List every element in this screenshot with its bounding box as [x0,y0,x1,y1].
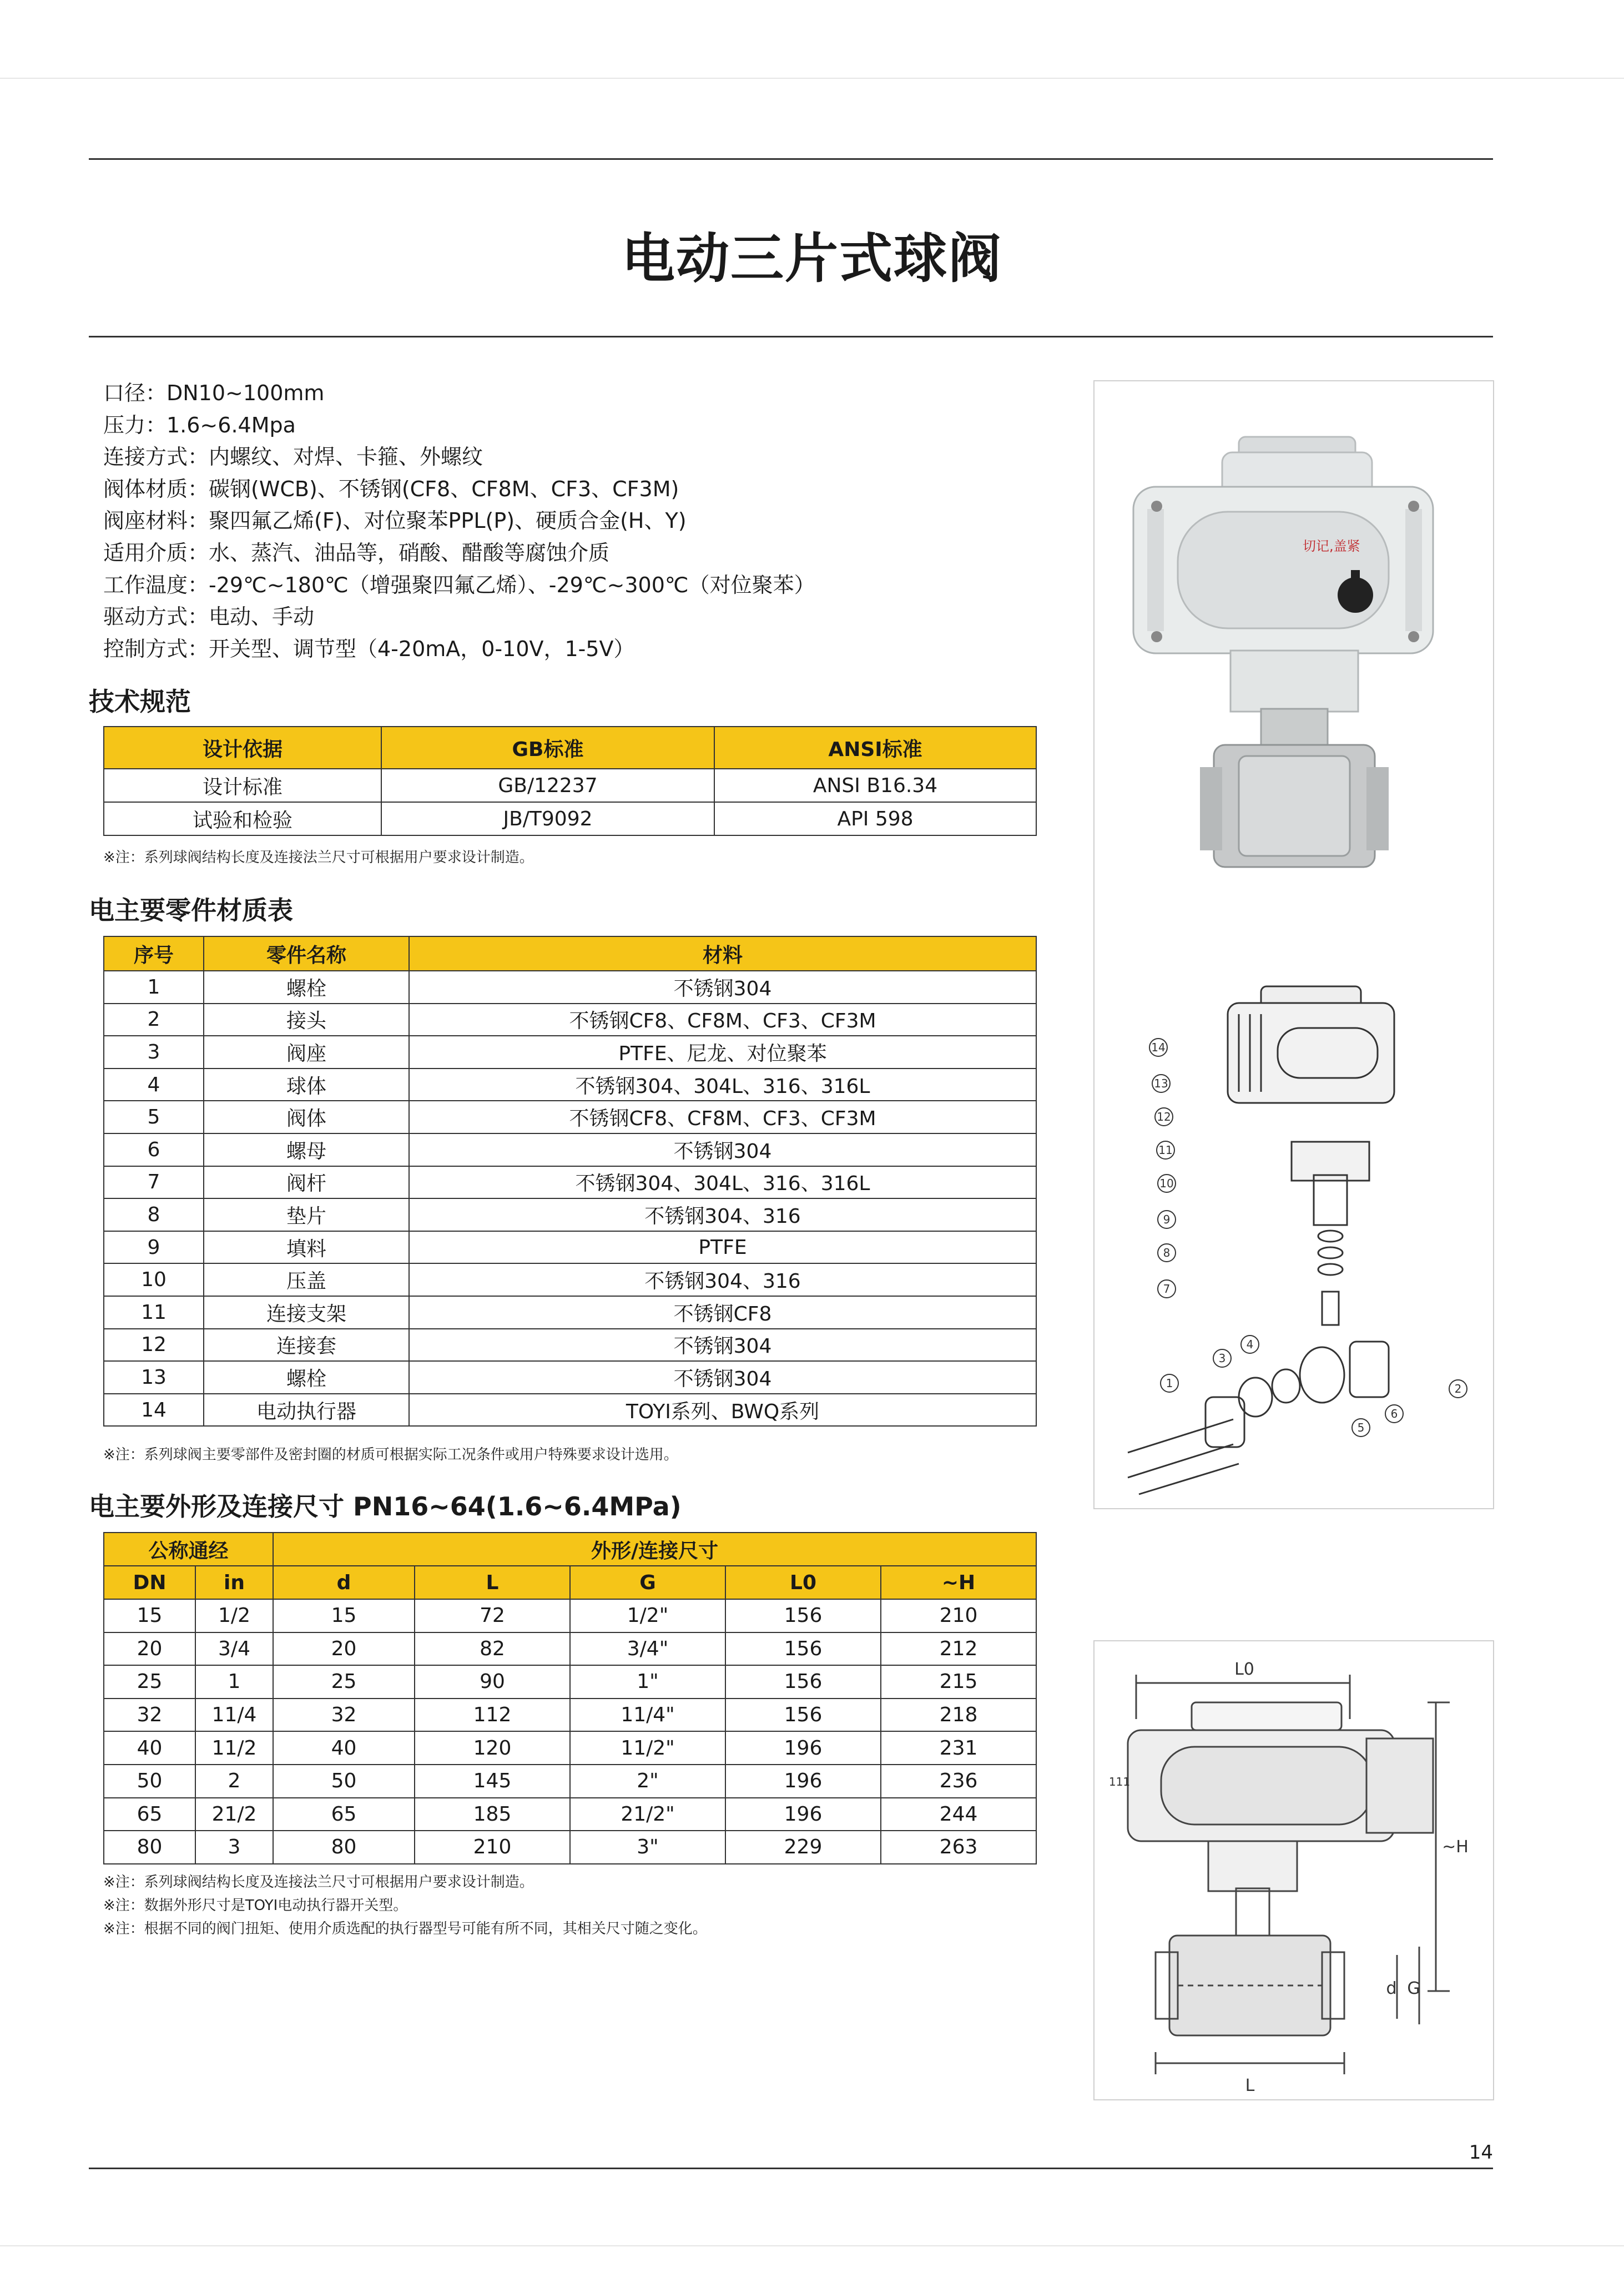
table-cell: 90 [415,1665,570,1699]
table-row [104,1069,1036,1101]
table-cell: 21/2 [195,1798,273,1831]
table-cell: 3 [195,1831,273,1864]
spec-item: 阀体材质：碳钢(WCB)、不锈钢(CF8、CF8M、CF3、CF3M) [103,476,679,501]
table-cell: 1 [104,971,204,1004]
table-cell: 215 [881,1665,1036,1699]
exploded-label: 6 [1390,1407,1398,1420]
top-rule [89,158,1493,160]
table-row [104,1263,1036,1296]
table-cell: 50 [104,1765,195,1798]
table-cell: 不锈钢304 [409,1361,1036,1394]
title-rule [89,336,1493,337]
table-row [104,1166,1036,1199]
table-cell: 3" [570,1831,725,1864]
dimensions-note: ※注：根据不同的阀门扭矩、使用介质选配的执行器型号可能有所不同，其相关尺寸随之变化。 [103,1921,707,1937]
table-cell: 螺母 [204,1133,409,1166]
materials-heading: 电主要零件材质表 [89,895,293,925]
dimensions-header: ~H [881,1566,1036,1599]
table-cell: 82 [415,1632,570,1666]
table-row [104,1632,1036,1666]
table-cell: 1 [195,1665,273,1699]
table-cell: 11/4" [570,1699,725,1732]
table-cell: 15 [273,1599,415,1632]
warning-label: 切记,盖紧 [1303,538,1360,554]
table-cell: 40 [273,1731,415,1765]
table-cell: 80 [273,1831,415,1864]
table-row [104,1231,1036,1264]
l0-label: L0 [1234,1660,1254,1679]
table-cell: 13 [104,1361,204,1394]
dimensions-header: L0 [725,1566,881,1599]
spec-item: 适用介质：水、蒸汽、油品等，硝酸、醋酸等腐蚀介质 [103,540,610,565]
exploded-label: 13 [1154,1077,1168,1090]
table-cell: 不锈钢304 [409,1133,1036,1166]
exploded-label: 4 [1246,1338,1254,1351]
dimension-drawing [1095,1641,1493,2099]
table-cell: 10 [104,1263,204,1296]
table-cell: 试验和检验 [104,802,381,835]
table-row [104,1665,1036,1699]
materials-note: ※注：系列球阀主要零部件及密封圈的材质可根据实际工况条件或用户特殊要求设计选用。 [103,1447,678,1463]
dimensions-group-header: 公称通经 [104,1533,273,1566]
table-row [104,1004,1036,1036]
dimensions-note: ※注：数据外形尺寸是TOYI电动执行器开关型。 [103,1897,408,1914]
table-cell: 20 [104,1632,195,1666]
footer-rule [89,2168,1493,2169]
table-row [104,1394,1036,1427]
table-cell: 72 [415,1599,570,1632]
h-label: ~H [1442,1837,1469,1857]
table-cell: 阀座 [204,1036,409,1069]
dimensions-header: in [195,1566,273,1599]
table-cell: 156 [725,1665,881,1699]
exploded-label: 14 [1151,1041,1166,1054]
table-cell: 185 [415,1798,570,1831]
table-cell: 244 [881,1798,1036,1831]
table-row [104,769,1036,802]
table-cell: 210 [881,1599,1036,1632]
standards-header: GB标准 [381,727,714,769]
table-cell: 212 [881,1632,1036,1666]
table-cell: 设计标准 [104,769,381,802]
table-cell: 12 [104,1329,204,1362]
exploded-label: 5 [1357,1421,1365,1434]
table-cell: 连接支架 [204,1296,409,1329]
standards-header: 设计依据 [104,727,381,769]
table-row [104,802,1036,835]
product-photo [1095,381,1493,1508]
table-cell: 1/2" [570,1599,725,1632]
table-row [104,1831,1036,1864]
table-cell: 25 [104,1665,195,1699]
table-cell: 3/4" [570,1632,725,1666]
dimensions-heading: 电主要外形及连接尺寸 PN16~64(1.6~6.4MPa) [89,1491,682,1521]
table-cell: 8 [104,1198,204,1231]
exploded-label: 11 [1158,1143,1173,1157]
table-cell: 14 [104,1394,204,1427]
table-cell: JB/T9092 [381,802,714,835]
table-cell: 196 [725,1765,881,1798]
table-cell: 40 [104,1731,195,1765]
table-row [104,1329,1036,1362]
spec-item: 口径：DN10~100mm [103,381,325,405]
table-cell: 不锈钢304、316 [409,1263,1036,1296]
materials-header: 材料 [409,936,1036,971]
table-cell: 球体 [204,1069,409,1101]
table-cell: 156 [725,1599,881,1632]
table-row [104,1731,1036,1765]
table-cell: 263 [881,1831,1036,1864]
table-cell: 145 [415,1765,570,1798]
table-cell: 不锈钢304、304L、316、316L [409,1166,1036,1199]
dim-label: 111 [1108,1775,1131,1788]
table-cell: 不锈钢304、304L、316、316L [409,1069,1036,1101]
materials-header: 零件名称 [204,936,409,971]
exploded-label: 2 [1454,1382,1462,1395]
table-cell: 3/4 [195,1632,273,1666]
table-row [104,1101,1036,1133]
table-row [104,1361,1036,1394]
table-row [104,1296,1036,1329]
exploded-label: 3 [1218,1352,1226,1365]
table-cell: API 598 [714,802,1036,835]
table-cell: 196 [725,1731,881,1765]
table-cell: 229 [725,1831,881,1864]
materials-header: 序号 [104,936,204,971]
table-cell: 1" [570,1665,725,1699]
table-cell: 4 [104,1069,204,1101]
spec-item: 工作温度：-29℃~180℃（增强聚四氟乙烯）、-29℃~300℃（对位聚苯） [103,572,815,597]
exploded-label: 10 [1159,1177,1174,1190]
table-cell: 螺栓 [204,1361,409,1394]
table-row [104,1765,1036,1798]
dimensions-header: G [570,1566,725,1599]
table-cell: 11/4 [195,1699,273,1732]
table-cell: 电动执行器 [204,1394,409,1427]
spec-item: 连接方式：内螺纹、对焊、卡箍、外螺纹 [103,445,483,470]
table-cell: ANSI B16.34 [714,769,1036,802]
table-row [104,1133,1036,1166]
table-cell: 32 [273,1699,415,1732]
table-cell: 112 [415,1699,570,1732]
spec-item: 阀座材料：聚四氟乙烯(F)、对位聚苯PPL(P)、硬质合金(H、Y) [103,508,687,533]
table-row [104,971,1036,1004]
exploded-view-drawing [1128,986,1394,1494]
table-cell: 螺栓 [204,971,409,1004]
exploded-label: 12 [1157,1110,1171,1123]
table-cell: 11/2" [570,1731,725,1765]
spec-item: 控制方式：开关型、调节型（4-20mA，0-10V，1-5V） [103,636,635,661]
table-cell: 32 [104,1699,195,1732]
page-top-edge [0,78,1624,79]
table-cell: 231 [881,1731,1036,1765]
table-cell: 15 [104,1599,195,1632]
table-cell: 21/2" [570,1798,725,1831]
standards-heading: 技术规范 [89,687,191,717]
standards-header: ANSI标准 [714,727,1036,769]
spec-item: 压力：1.6~6.4Mpa [103,412,296,437]
table-cell: 不锈钢304 [409,1329,1036,1362]
table-row [104,1198,1036,1231]
table-cell: 210 [415,1831,570,1864]
page-number: 14 [1469,2141,1493,2164]
dimensions-group-header: 外形/连接尺寸 [273,1533,1036,1566]
table-cell: 5 [104,1101,204,1133]
table-cell: 80 [104,1831,195,1864]
table-cell: 接头 [204,1004,409,1036]
table-cell: 不锈钢CF8、CF8M、CF3、CF3M [409,1101,1036,1133]
table-cell: 2 [195,1765,273,1798]
table-cell: 236 [881,1765,1036,1798]
page-bottom-edge [0,2245,1624,2246]
table-cell: 218 [881,1699,1036,1732]
table-cell: 压盖 [204,1263,409,1296]
dimensions-header: L [415,1566,570,1599]
table-row [104,1798,1036,1831]
table-cell: TOYI系列、BWQ系列 [409,1394,1036,1427]
table-cell: 7 [104,1166,204,1199]
table-cell: 20 [273,1632,415,1666]
table-cell: 65 [273,1798,415,1831]
table-cell: PTFE、尼龙、对位聚苯 [409,1036,1036,1069]
page-title: 电动三片式球阀 [622,228,1002,290]
d-label: d [1386,1979,1397,1998]
table-cell: 不锈钢CF8 [409,1296,1036,1329]
dimensions-header: d [273,1566,415,1599]
table-cell: 25 [273,1665,415,1699]
table-cell: 196 [725,1798,881,1831]
table-cell: 不锈钢304 [409,971,1036,1004]
table-cell: 50 [273,1765,415,1798]
table-cell: 156 [725,1632,881,1666]
materials-table [103,936,1037,1427]
table-cell: 3 [104,1036,204,1069]
standards-note: ※注：系列球阀结构长度及连接法兰尺寸可根据用户要求设计制造。 [103,849,534,866]
table-cell: 阀杆 [204,1166,409,1199]
table-cell: 连接套 [204,1329,409,1362]
exploded-label: 9 [1163,1213,1171,1226]
g-label: G [1407,1979,1420,1998]
table-cell: 65 [104,1798,195,1831]
spec-item: 驱动方式：电动、手动 [103,604,315,629]
table-row [104,1036,1036,1069]
table-cell: 11/2 [195,1731,273,1765]
table-cell: 阀体 [204,1101,409,1133]
exploded-label: 1 [1166,1377,1173,1390]
exploded-label: 7 [1163,1282,1171,1296]
table-cell: 2" [570,1765,725,1798]
table-row [104,1699,1036,1732]
dimension-drawing-panel [1093,1640,1494,2100]
table-cell: 6 [104,1133,204,1166]
dimensions-header: DN [104,1566,195,1599]
table-cell: 156 [725,1699,881,1732]
table-cell: GB/12237 [381,769,714,802]
table-cell: 垫片 [204,1198,409,1231]
spec-list [103,377,815,665]
dimensions-note: ※注：系列球阀结构长度及连接法兰尺寸可根据用户要求设计制造。 [103,1874,534,1891]
table-row [104,1599,1036,1632]
table-cell: 11 [104,1296,204,1329]
table-cell: 1/2 [195,1599,273,1632]
standards-table [103,726,1037,836]
table-cell: 2 [104,1004,204,1036]
table-cell: 9 [104,1231,204,1264]
dimensions-table [103,1532,1037,1864]
table-cell: 不锈钢304、316 [409,1198,1036,1231]
table-cell: 不锈钢CF8、CF8M、CF3、CF3M [409,1004,1036,1036]
table-cell: 120 [415,1731,570,1765]
exploded-label: 8 [1163,1246,1171,1259]
product-image-panel [1093,380,1494,1509]
l-label: L [1245,2076,1255,2095]
table-cell: 填料 [204,1231,409,1264]
table-cell: PTFE [409,1231,1036,1264]
